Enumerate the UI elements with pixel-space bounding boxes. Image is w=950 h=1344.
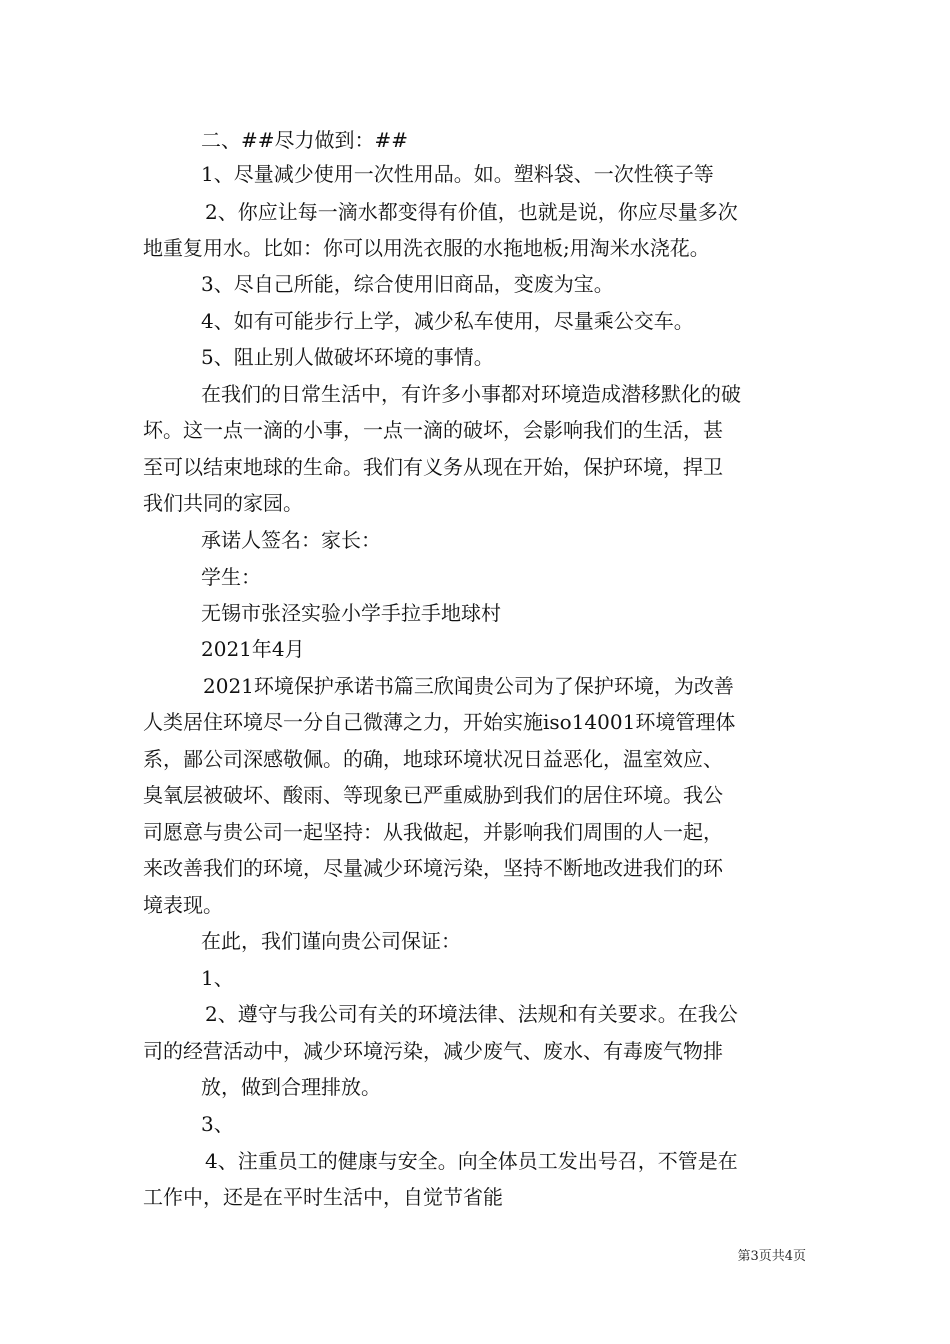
- paragraph-line: 地重复用水。比如：你可以用洗衣服的水拖地板;用淘米水浇花。: [143, 236, 710, 260]
- signature-line: 承诺人签名：家长：: [201, 528, 381, 552]
- paragraph-line: 4、如有可能步行上学，减少私车使用，尽量乘公交车。: [201, 309, 694, 333]
- paragraph-line: 至可以结束地球的生命。我们有义务从现在开始，保护环境，捍卫: [143, 455, 723, 479]
- paragraph-line: 来改善我们的环境，尽量减少环境污染，坚持不断地改进我们的环: [143, 856, 723, 880]
- paragraph-line: 我们共同的家园。: [143, 491, 303, 515]
- paragraph-line: 司的经营活动中，减少环境污染，减少废气、废水、有毒废气物排: [143, 1039, 723, 1063]
- list-item: 4、注重员工的健康与安全。向全体员工发出号召，不管是在: [205, 1149, 738, 1173]
- paragraph-line: 3、尽自己所能，综合使用旧商品，变废为宝。: [201, 272, 614, 296]
- list-item: 3、: [201, 1112, 234, 1136]
- paragraph-line: 系，鄙公司深感敬佩。的确，地球环境状况日益恶化，温室效应、: [143, 747, 723, 771]
- paragraph-line: 在我们的日常生活中，有许多小事都对环境造成潜移默化的破: [201, 382, 741, 406]
- paragraph-line: 2、你应让每一滴水都变得有价值，也就是说，你应尽量多次: [205, 200, 738, 224]
- paragraph-line: 工作中，还是在平时生活中，自觉节省能: [143, 1185, 503, 1209]
- paragraph-line: 司愿意与贵公司一起坚持：从我做起，并影响我们周围的人一起，: [143, 820, 723, 844]
- list-item: 2、遵守与我公司有关的环境法律、法规和有关要求。在我公: [205, 1002, 738, 1026]
- date-line: 2021年4月: [201, 637, 305, 661]
- paragraph-line: 放，做到合理排放。: [201, 1075, 381, 1099]
- paragraph-line: 境表现。: [143, 893, 223, 917]
- section-heading: 二、##尽力做到：##: [201, 128, 409, 152]
- paragraph-line: 臭氧层被破坏、酸雨、等现象已严重威胁到我们的居住环境。我公: [143, 783, 723, 807]
- signature-line: 学生：: [201, 565, 261, 589]
- organization-line: 无锡市张泾实验小学手拉手地球村: [201, 601, 501, 625]
- paragraph-line: 坏。这一点一滴的小事，一点一滴的破坏，会影响我们的生活，甚: [143, 418, 723, 442]
- list-item: 1、: [201, 966, 234, 990]
- paragraph-line: 1、尽量减少使用一次性用品。如。塑料袋、一次性筷子等: [201, 162, 714, 186]
- paragraph-line: 5、阻止别人做破坏环境的事情。: [201, 345, 494, 369]
- paragraph-line: 在此，我们谨向贵公司保证：: [201, 929, 461, 953]
- paragraph-line: 人类居住环境尽一分自己微薄之力，开始实施iso14001环境管理体: [143, 710, 736, 734]
- page-number: 第3页共4页: [737, 1249, 806, 1264]
- paragraph-line: 2021环境保护承诺书篇三欣闻贵公司为了保护环境，为改善: [203, 674, 734, 698]
